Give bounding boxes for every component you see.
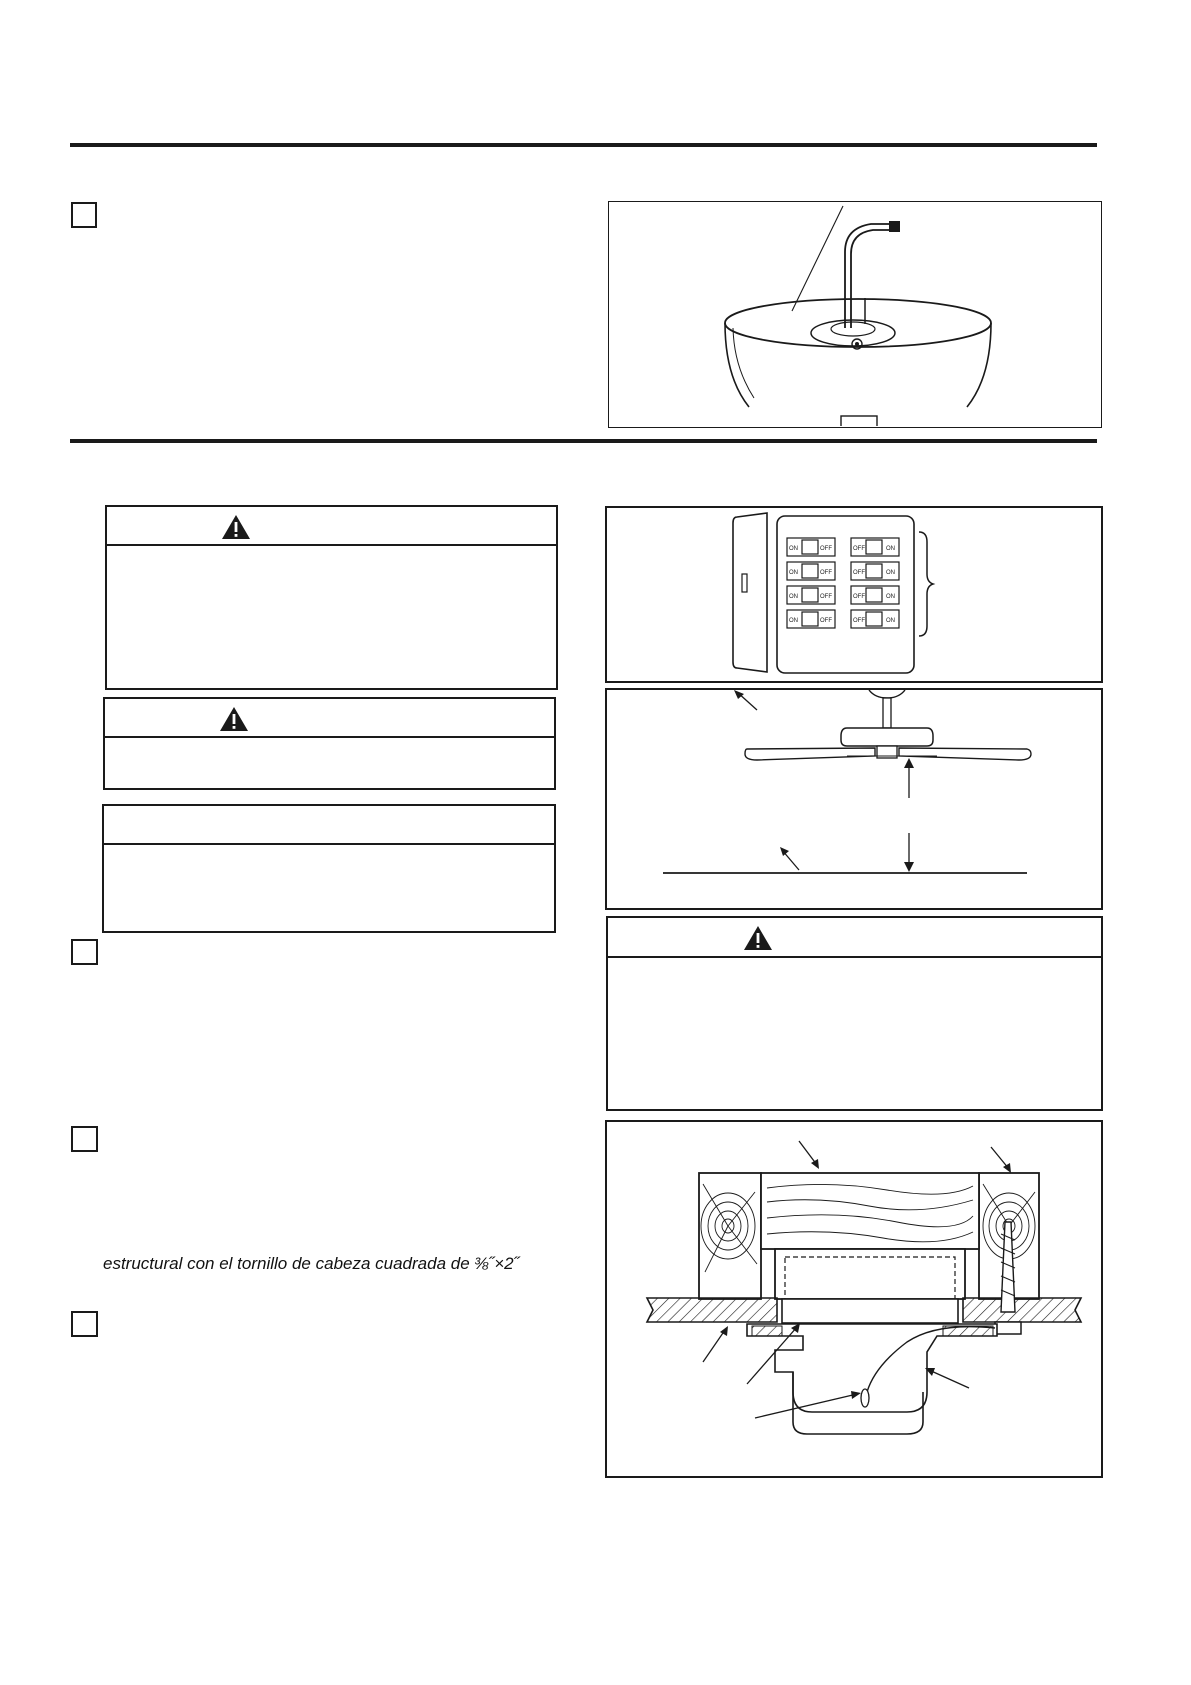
svg-text:OFF: OFF	[820, 594, 832, 600]
svg-text:OFF: OFF	[820, 546, 832, 552]
step-3-checkbox[interactable]	[71, 1126, 98, 1152]
svg-text:ON: ON	[789, 618, 798, 624]
step-4-checkbox[interactable]	[71, 1311, 98, 1337]
svg-text:OFF: OFF	[853, 618, 865, 624]
figure-canopy-wires	[608, 201, 1102, 428]
svg-text:OFF: OFF	[820, 618, 832, 624]
svg-text:ON: ON	[789, 546, 798, 552]
warning-triangle-icon	[743, 925, 773, 951]
svg-text:ON: ON	[789, 594, 798, 600]
svg-text:OFF: OFF	[853, 570, 865, 576]
figure-breaker-panel	[605, 506, 1103, 683]
svg-text:ON: ON	[886, 570, 895, 576]
step-1-checkbox[interactable]	[71, 202, 97, 228]
svg-text:OFF: OFF	[853, 546, 865, 552]
warning-box-4	[606, 916, 1103, 1111]
svg-text:ON: ON	[886, 594, 895, 600]
figure-fan-clearance	[605, 688, 1103, 910]
figure-outlet-box-joist	[605, 1120, 1103, 1478]
warning-box-1	[105, 505, 558, 690]
svg-text:OFF: OFF	[820, 570, 832, 576]
warning-box-2	[103, 697, 556, 790]
top-section-rule	[70, 143, 1097, 147]
warning-triangle-icon	[221, 514, 251, 540]
step-2-checkbox[interactable]	[71, 939, 98, 965]
step-3-instruction-text: estructural con el tornillo de cabeza cuadrada de ⅜˝×2˝	[103, 1254, 520, 1273]
svg-text:OFF: OFF	[853, 594, 865, 600]
warning-triangle-icon	[219, 706, 249, 732]
svg-text:ON: ON	[789, 570, 798, 576]
svg-text:ON: ON	[886, 546, 895, 552]
svg-text:ON: ON	[886, 618, 895, 624]
second-section-rule	[70, 439, 1097, 443]
notice-box-3	[102, 804, 556, 933]
